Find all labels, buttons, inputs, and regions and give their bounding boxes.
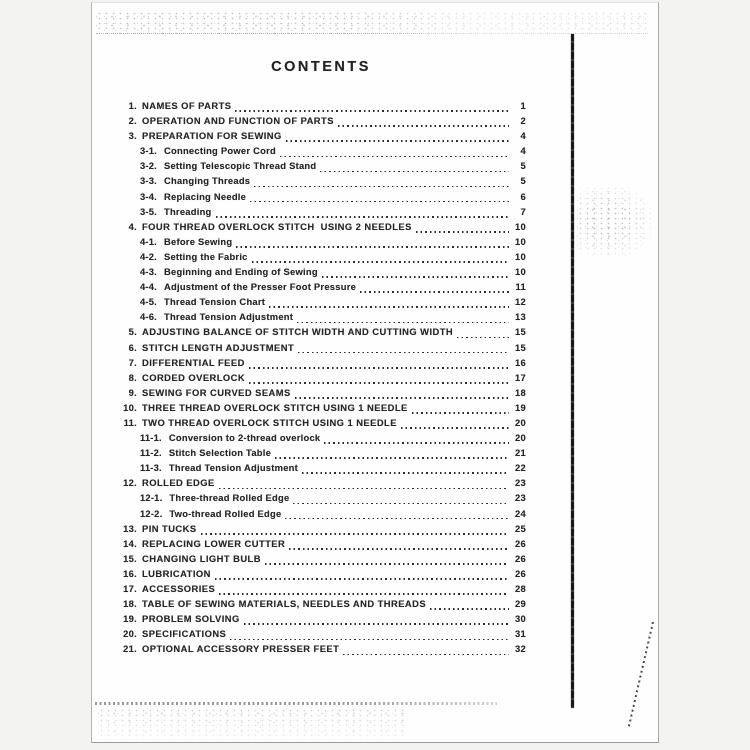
entry-number: 4-1.	[140, 235, 157, 247]
dot-leader	[412, 412, 509, 414]
entry-page-number: 5	[520, 160, 526, 172]
dot-leader	[298, 352, 509, 354]
toc-entry	[116, 115, 526, 130]
toc-entry	[116, 553, 526, 568]
dot-leader	[201, 533, 509, 535]
entry-number: 16.	[123, 567, 137, 579]
page-title: CONTENTS	[271, 59, 371, 75]
entry-label: Conversion to 2-thread overlock	[168, 432, 321, 444]
dot-leader	[249, 382, 509, 384]
dot-leader	[265, 563, 509, 565]
toc-entry	[116, 508, 526, 523]
entry-label: Adjustment of the Presser Foot Pressure	[163, 281, 357, 293]
entry-label: ROLLED EDGE	[142, 477, 215, 489]
entry-label: CORDED OVERLOCK	[142, 371, 246, 383]
toc-entry	[116, 523, 526, 538]
entry-label: TABLE OF SEWING MATERIALS, NEEDLES AND THREADS	[142, 598, 427, 610]
toc-entry	[116, 221, 526, 236]
entry-label: ACCESSORIES	[142, 583, 216, 594]
entry-label: SEWING FOR CURVED SEAMS	[142, 386, 291, 398]
entry-label: CHANGING LIGHT BULB	[142, 552, 261, 564]
entry-number: 4-4.	[140, 281, 157, 293]
entry-label: PREPARATION FOR SEWING	[142, 130, 282, 142]
dot-leader	[219, 593, 509, 595]
entry-page-number: 6	[520, 190, 526, 202]
dot-leader	[416, 231, 509, 233]
entry-number: 1.	[128, 100, 137, 111]
entry-number: 15.	[123, 552, 137, 564]
entry-page-number: 10	[514, 220, 526, 232]
entry-number: 4-2.	[140, 250, 157, 262]
dot-leader	[254, 186, 509, 188]
entry-number: 14.	[123, 537, 137, 549]
entry-label: OPERATION AND FUNCTION OF PARTS	[142, 115, 334, 127]
scan-noise-right-blob	[577, 186, 651, 256]
toc-entry	[116, 296, 526, 311]
entry-page-number: 26	[514, 552, 526, 564]
toc-entry	[116, 583, 526, 598]
entry-page-number: 26	[514, 567, 526, 579]
dot-leader	[322, 276, 509, 278]
entry-number: 12-1.	[140, 492, 163, 504]
dot-leader	[230, 639, 509, 641]
dot-leader	[457, 337, 509, 339]
entry-number: 3-3.	[140, 175, 157, 187]
toc-entry	[116, 372, 526, 387]
toc-entry	[116, 357, 526, 372]
toc-entry	[116, 130, 526, 145]
scan-noise-bottom-line	[95, 702, 497, 705]
entry-page-number: 18	[514, 386, 526, 398]
entry-label: Setting Telescopic Thread Stand	[163, 160, 317, 172]
entry-label: Threading	[163, 205, 212, 217]
toc-entry	[116, 613, 526, 628]
toc-entry	[116, 311, 526, 326]
entry-number: 8.	[128, 371, 137, 383]
entry-page-number: 29	[514, 598, 526, 610]
entry-number: 20.	[123, 628, 137, 640]
entry-label: SPECIFICATIONS	[142, 628, 227, 640]
toc-entry	[116, 342, 526, 357]
entry-number: 2.	[128, 115, 137, 127]
dot-leader	[252, 261, 509, 263]
entry-page-number: 15	[514, 341, 526, 353]
entry-page-number: 17	[514, 371, 526, 383]
entry-label: Changing Threads	[163, 175, 251, 187]
scan-crease-diagonal-line	[628, 622, 654, 728]
entry-page-number: 24	[514, 507, 526, 519]
toc-entry	[116, 568, 526, 583]
entry-label: Thread Tension Chart	[163, 296, 266, 308]
entry-number: 17.	[123, 583, 137, 594]
entry-number: 5.	[128, 326, 137, 338]
toc-entry	[116, 100, 526, 115]
entry-page-number: 21	[514, 447, 526, 459]
dot-leader	[280, 156, 509, 158]
toc-entry	[116, 492, 526, 507]
document-page	[91, 2, 659, 743]
entry-page-number: 28	[514, 583, 526, 594]
entry-number: 4-5.	[140, 296, 157, 308]
entry-label: STITCH LENGTH ADJUSTMENT	[142, 341, 295, 353]
entry-number: 9.	[128, 386, 137, 398]
dot-leader	[295, 397, 509, 399]
toc-entry	[116, 326, 526, 341]
binding-shadow-line	[571, 34, 574, 708]
toc-entry	[116, 281, 526, 296]
entry-label: Thread Tension Adjustment	[163, 311, 294, 323]
dot-leader	[401, 427, 509, 429]
entry-label: LUBRICATION	[142, 567, 211, 579]
entry-page-number: 15	[514, 326, 526, 338]
entry-number: 13.	[123, 522, 137, 534]
toc-entry	[116, 191, 526, 206]
entry-page-number: 10	[514, 266, 526, 278]
entry-number: 12.	[123, 477, 137, 489]
entry-number: 10.	[123, 401, 137, 413]
entry-page-number: 20	[514, 416, 526, 428]
entry-page-number: 1	[520, 100, 526, 111]
dot-leader	[430, 608, 509, 610]
entry-page-number: 10	[514, 235, 526, 247]
dot-leader	[289, 548, 509, 550]
dot-leader	[302, 472, 509, 474]
entry-page-number: 25	[514, 522, 526, 534]
entry-label: TWO THREAD OVERLOCK STITCH USING 1 NEEDLE	[142, 416, 397, 428]
dot-leader	[249, 367, 509, 369]
entry-label: Replacing Needle	[163, 190, 247, 202]
entry-page-number: 7	[520, 205, 526, 217]
toc-entry	[116, 251, 526, 266]
entry-page-number: 5	[520, 175, 526, 187]
entry-label: PIN TUCKS	[142, 522, 197, 534]
dot-leader	[250, 201, 509, 203]
entry-label: Before Sewing	[163, 235, 233, 247]
entry-number: 19.	[123, 613, 137, 625]
dot-leader	[338, 125, 509, 127]
entry-page-number: 20	[514, 432, 526, 444]
entry-number: 4-3.	[140, 266, 157, 278]
entry-page-number: 4	[520, 130, 526, 142]
entry-page-number: 23	[514, 477, 526, 489]
entry-label: OPTIONAL ACCESSORY PRESSER FEET	[142, 643, 340, 655]
entry-number: 3-5.	[140, 205, 157, 217]
toc-entry	[116, 206, 526, 221]
entry-label: Beginning and Ending of Sewing	[163, 266, 318, 278]
entry-page-number: 10	[514, 250, 526, 262]
entry-number: 11.	[123, 416, 137, 428]
entry-label: PROBLEM SOLVING	[142, 613, 240, 625]
toc-entry	[116, 598, 526, 613]
dot-leader	[286, 140, 509, 142]
toc-entry	[116, 236, 526, 251]
dot-leader	[236, 246, 509, 248]
toc-entry	[116, 628, 526, 643]
entry-number: 4.	[128, 220, 137, 232]
entry-page-number: 2	[520, 115, 526, 127]
toc-entry	[116, 160, 526, 175]
dot-leader	[285, 518, 509, 520]
dot-leader	[360, 291, 509, 293]
entry-number: 11-1.	[140, 432, 162, 444]
entry-label: Two-thread Rolled Edge	[169, 507, 282, 519]
entry-label: NAMES OF PARTS	[142, 100, 232, 111]
table-of-contents	[116, 100, 526, 658]
toc-entry	[116, 477, 526, 492]
entry-number: 18.	[123, 598, 137, 610]
entry-label: ADJUSTING BALANCE OF STITCH WIDTH AND CUTTING WIDTH	[142, 326, 454, 338]
dot-leader	[244, 623, 509, 625]
entry-number: 11-2.	[140, 447, 162, 459]
dot-leader	[235, 110, 509, 112]
entry-label: REPLACING LOWER CUTTER	[142, 537, 286, 549]
dot-leader	[275, 457, 509, 459]
entry-page-number: 16	[514, 356, 526, 368]
entry-label: FOUR THREAD OVERLOCK STITCH USING 2 NEEDLES	[142, 220, 412, 232]
scan-noise-top-band	[96, 11, 648, 34]
entry-number: 21.	[123, 643, 137, 655]
entry-label: DIFFERENTIAL FEED	[142, 356, 245, 368]
entry-page-number: 23	[514, 492, 526, 504]
dot-leader	[269, 306, 509, 308]
entry-number: 11-3.	[140, 462, 162, 474]
entry-label: Setting the Fabric	[163, 250, 248, 262]
entry-label: Connecting Power Cord	[163, 145, 276, 157]
toc-entry	[116, 175, 526, 190]
toc-entry	[116, 145, 526, 160]
dot-leader	[324, 442, 509, 444]
entry-page-number: 32	[514, 643, 526, 655]
dot-leader	[215, 578, 509, 580]
entry-number: 4-6.	[140, 311, 157, 323]
toc-entry	[116, 417, 526, 432]
entry-number: 3-1.	[140, 145, 157, 157]
scan-noise-bottom-blob	[98, 708, 408, 740]
entry-label: THREE THREAD OVERLOCK STITCH USING 1 NEEDLE	[142, 401, 408, 413]
entry-label: Stitch Selection Table	[168, 447, 272, 459]
entry-number: 3-2.	[140, 160, 157, 172]
toc-entry	[116, 447, 526, 462]
dot-leader	[219, 488, 509, 490]
dot-leader	[216, 216, 509, 218]
toc-entry	[116, 387, 526, 402]
toc-entry	[116, 266, 526, 281]
toc-entry	[116, 538, 526, 553]
dot-leader	[293, 503, 509, 505]
toc-entry	[116, 432, 526, 447]
entry-label: Three-thread Rolled Edge	[169, 492, 290, 504]
entry-number: 12-2.	[140, 507, 163, 519]
entry-number: 7.	[128, 356, 137, 368]
toc-entry	[116, 643, 526, 658]
dot-leader	[343, 654, 509, 656]
entry-page-number: 19	[514, 401, 526, 413]
dot-leader	[320, 171, 509, 173]
dot-leader	[297, 322, 509, 324]
entry-label: Thread Tension Adjustment	[168, 462, 299, 474]
entry-page-number: 26	[514, 537, 526, 549]
entry-page-number: 11	[515, 281, 526, 293]
toc-entry	[116, 462, 526, 477]
entry-page-number: 4	[520, 145, 526, 157]
entry-page-number: 30	[514, 613, 526, 625]
entry-number: 3-4.	[140, 190, 157, 202]
entry-page-number: 12	[514, 296, 526, 308]
entry-number: 3.	[128, 130, 137, 142]
entry-page-number: 31	[514, 628, 526, 640]
entry-number: 6.	[128, 341, 137, 353]
entry-page-number: 13	[514, 311, 526, 323]
entry-page-number: 22	[514, 462, 526, 474]
toc-entry	[116, 402, 526, 417]
